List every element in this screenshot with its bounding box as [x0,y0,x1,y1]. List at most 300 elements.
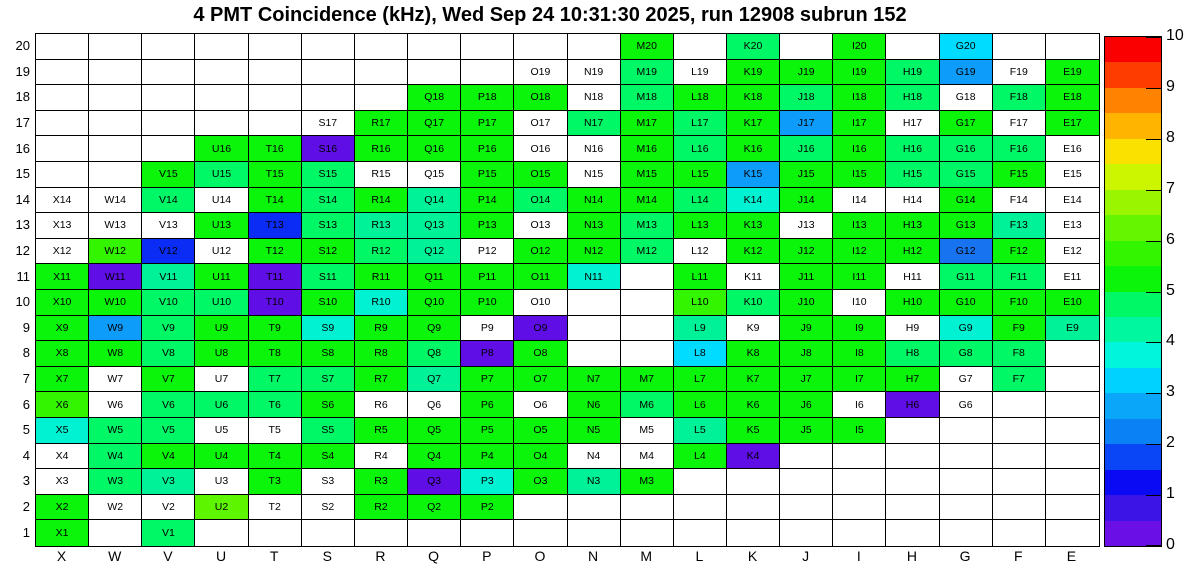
grid-cell: K14 [727,188,780,214]
grid-cell [1046,392,1099,418]
grid-cell: O4 [514,444,567,470]
grid-cell: I20 [833,34,886,60]
grid-cell: H8 [886,341,939,367]
grid-cell [833,469,886,495]
grid-cell [568,495,621,521]
grid-cell: E15 [1046,162,1099,188]
grid-cell: I13 [833,213,886,239]
grid-cell: U13 [195,213,248,239]
grid-cell: U3 [195,469,248,495]
grid-cell: X5 [36,418,89,444]
grid-cell: Q14 [408,188,461,214]
grid-cell: M18 [621,85,674,111]
grid-cell [408,60,461,86]
grid-cell: W8 [89,341,142,367]
colorbar-tick-label: 3 [1166,383,1175,401]
grid-cell [142,85,195,111]
grid-cell: W7 [89,367,142,393]
grid-cell: G10 [940,290,993,316]
grid-cell: T9 [249,316,302,342]
colorbar-segment [1105,470,1161,495]
colorbar-tick [1146,342,1161,343]
grid-cell: I7 [833,367,886,393]
grid-cell: Q10 [408,290,461,316]
grid-cell: Q5 [408,418,461,444]
grid-cell: R14 [355,188,408,214]
grid-cell: G11 [940,264,993,290]
grid-cell: L12 [674,239,727,265]
grid-cell: R7 [355,367,408,393]
grid-cell: S7 [302,367,355,393]
grid-cell [302,520,355,546]
grid-cell: S11 [302,264,355,290]
grid-cell: M20 [621,34,674,60]
grid-cell [993,444,1046,470]
grid-cell [195,520,248,546]
colorbar-tick-label: 4 [1166,332,1175,350]
grid-cell [36,111,89,137]
grid-cell: W3 [89,469,142,495]
grid-cell [940,495,993,521]
grid-cell: R5 [355,418,408,444]
grid-cell [621,264,674,290]
grid-cell: Q9 [408,316,461,342]
grid-cell [993,34,1046,60]
grid-cell: E13 [1046,213,1099,239]
grid-cell: I10 [833,290,886,316]
grid-cell: F13 [993,213,1046,239]
colorbar-segment [1105,215,1161,240]
grid-cell: N4 [568,444,621,470]
grid-cell [514,520,567,546]
grid-cell [249,111,302,137]
grid-cell: X9 [36,316,89,342]
grid-cell [568,316,621,342]
grid-cell: O8 [514,341,567,367]
grid-cell: P12 [461,239,514,265]
grid-cell: P7 [461,367,514,393]
colorbar-segment [1105,164,1161,189]
grid-cell: P9 [461,316,514,342]
grid-cell: O13 [514,213,567,239]
grid-cell [940,444,993,470]
grid-cell: U8 [195,341,248,367]
grid-cell [355,520,408,546]
grid-cell: L17 [674,111,727,137]
grid-cell [833,495,886,521]
colorbar-tick-label: 5 [1166,281,1175,299]
colorbar-tick [1146,545,1161,546]
grid-cell: Q7 [408,367,461,393]
grid-cell: T13 [249,213,302,239]
x-axis-label: W [108,548,122,564]
grid-cell: I5 [833,418,886,444]
grid-cell: O15 [514,162,567,188]
colorbar-tick [1146,241,1161,242]
grid-cell: K19 [727,60,780,86]
grid-cell [302,34,355,60]
grid-cell [1046,418,1099,444]
grid-cell: N3 [568,469,621,495]
grid-cell [514,34,567,60]
grid-cell [780,495,833,521]
grid-cell: X6 [36,392,89,418]
colorbar-tick [1146,190,1161,191]
grid-cell: N6 [568,392,621,418]
grid-cell [674,520,727,546]
grid-cell [568,290,621,316]
y-axis-label: 5 [22,422,30,438]
grid-cell [142,60,195,86]
grid-cell [621,495,674,521]
colorbar-segment [1105,88,1161,113]
x-axis-label: G [959,548,971,564]
grid-cell [36,60,89,86]
grid-cell: N11 [568,264,621,290]
grid-cell: P11 [461,264,514,290]
grid-cell: I9 [833,316,886,342]
grid-cell: F8 [993,341,1046,367]
grid-cell: V12 [142,239,195,265]
grid-cell: Q18 [408,85,461,111]
grid-cell: N7 [568,367,621,393]
colorbar-segment [1105,62,1161,87]
grid-cell: O7 [514,367,567,393]
grid-cell [249,60,302,86]
grid-cell: K8 [727,341,780,367]
grid-cell: P6 [461,392,514,418]
grid-cell: E19 [1046,60,1099,86]
grid-cell: J5 [780,418,833,444]
grid-cell: M12 [621,239,674,265]
grid-cell: V14 [142,188,195,214]
grid-cell [142,136,195,162]
grid-cell: U15 [195,162,248,188]
grid-cell [727,469,780,495]
grid-cell [674,495,727,521]
grid-cell: L9 [674,316,727,342]
grid-cell: U12 [195,239,248,265]
grid-cell [36,136,89,162]
grid-cell: J12 [780,239,833,265]
grid-cell: J14 [780,188,833,214]
grid-cell: P4 [461,444,514,470]
grid-cell [1046,34,1099,60]
grid-cell: G17 [940,111,993,137]
grid-cell: F7 [993,367,1046,393]
grid-cell [1046,495,1099,521]
grid-cell [886,444,939,470]
colorbar-segment [1105,317,1161,342]
grid-cell: K4 [727,444,780,470]
grid-cell: T12 [249,239,302,265]
colorbar-segment [1105,419,1161,444]
grid-cell: F18 [993,85,1046,111]
grid-cell: L16 [674,136,727,162]
grid-cell [993,495,1046,521]
y-axis-label: 14 [15,191,30,207]
grid-cell: K10 [727,290,780,316]
chart-title: 4 PMT Coincidence (kHz), Wed Sep 24 10:31:30 2025, run 12908 subrun 152 [193,4,907,26]
grid-cell: H14 [886,188,939,214]
grid-cell: T16 [249,136,302,162]
grid-cell: P16 [461,136,514,162]
grid-cell: F12 [993,239,1046,265]
grid-cell: K12 [727,239,780,265]
grid-cell: H17 [886,111,939,137]
grid-cell: N17 [568,111,621,137]
grid-cell [195,60,248,86]
grid-cell: E12 [1046,239,1099,265]
grid-cell [780,34,833,60]
grid-cell: Q13 [408,213,461,239]
y-axis-label: 1 [22,524,30,540]
y-axis-label: 20 [15,38,30,54]
grid-cell [833,520,886,546]
grid-cell: L6 [674,392,727,418]
grid-cell: H16 [886,136,939,162]
grid-cell: T8 [249,341,302,367]
grid-cell: S16 [302,136,355,162]
grid-cell: K7 [727,367,780,393]
grid-cell: X2 [36,495,89,521]
grid-cell: E11 [1046,264,1099,290]
grid-cell: J9 [780,316,833,342]
x-axis-label: T [269,548,279,564]
grid-cell: R10 [355,290,408,316]
grid-cell: K5 [727,418,780,444]
grid-cell: O6 [514,392,567,418]
y-axis-label: 19 [15,63,30,79]
y-axis-label: 15 [15,166,30,182]
grid-cell [1046,469,1099,495]
grid-cell [89,520,142,546]
grid-cell [36,85,89,111]
y-axis-label: 4 [22,447,30,463]
colorbar-segment [1105,139,1161,164]
grid-cell: H7 [886,367,939,393]
grid-cell: J15 [780,162,833,188]
grid-cell [621,316,674,342]
grid-cell: U9 [195,316,248,342]
y-axis-label: 2 [22,499,30,515]
grid-cell: Q2 [408,495,461,521]
grid-cell [195,111,248,137]
grid-cell: X10 [36,290,89,316]
grid-cell: T11 [249,264,302,290]
grid-cell: S6 [302,392,355,418]
grid-cell: P2 [461,495,514,521]
colorbar-segment [1105,393,1161,418]
grid-cell [89,60,142,86]
grid-cell [568,341,621,367]
grid-cell [674,34,727,60]
grid-cell [886,520,939,546]
grid-cell [89,34,142,60]
grid-cell: T2 [249,495,302,521]
grid-cell: T7 [249,367,302,393]
grid-cell: T15 [249,162,302,188]
grid-cell: M4 [621,444,674,470]
grid-cell: W5 [89,418,142,444]
grid-cell: H6 [886,392,939,418]
grid-cell: G16 [940,136,993,162]
grid-cell: W2 [89,495,142,521]
grid-cell: N12 [568,239,621,265]
grid-cell [249,34,302,60]
grid-cell: F15 [993,162,1046,188]
grid-cell: L10 [674,290,727,316]
grid-cell: L13 [674,213,727,239]
grid-cell: P14 [461,188,514,214]
grid-cell [1046,341,1099,367]
grid-cell: M19 [621,60,674,86]
grid-cell: J18 [780,85,833,111]
grid-cell: P8 [461,341,514,367]
x-axis [35,548,1098,568]
grid-cell: H11 [886,264,939,290]
grid-cell: U16 [195,136,248,162]
y-axis-label: 12 [15,243,30,259]
grid-cell: I15 [833,162,886,188]
colorbar-segment [1105,495,1161,520]
y-axis-label: 10 [15,294,30,310]
grid-cell: E10 [1046,290,1099,316]
y-axis-label: 6 [22,396,30,412]
grid-cell: I18 [833,85,886,111]
grid-cell [780,520,833,546]
grid-cell [568,520,621,546]
grid-cell: S17 [302,111,355,137]
grid-cell: V4 [142,444,195,470]
grid-cell: K9 [727,316,780,342]
grid-cell: J8 [780,341,833,367]
x-axis-label: K [747,548,758,564]
grid-cell [833,444,886,470]
grid-cell: F17 [993,111,1046,137]
grid-cell: G6 [940,392,993,418]
grid-cell: H18 [886,85,939,111]
colorbar-tick [1146,292,1161,293]
grid-cell: L14 [674,188,727,214]
colorbar-tick-label: 7 [1166,179,1175,197]
grid-cell: L18 [674,85,727,111]
grid-cell: S8 [302,341,355,367]
colorbar-tick [1146,444,1161,445]
y-axis-label: 13 [15,217,30,233]
x-axis-label: I [856,548,861,564]
grid-cell [249,85,302,111]
grid-cell: O10 [514,290,567,316]
x-axis-label: P [482,548,492,564]
y-axis-label: 16 [15,140,30,156]
grid-cell [461,520,514,546]
grid-cell: P10 [461,290,514,316]
grid-cell: E17 [1046,111,1099,137]
grid-cell: R8 [355,341,408,367]
grid-cell: K20 [727,34,780,60]
grid-cell: U6 [195,392,248,418]
grid-cell: X1 [36,520,89,546]
grid-cell: Q16 [408,136,461,162]
grid-cell [886,495,939,521]
grid-cell: I12 [833,239,886,265]
grid-cell: K13 [727,213,780,239]
grid-cell: E14 [1046,188,1099,214]
color-scale [1104,36,1162,547]
grid-cell: E9 [1046,316,1099,342]
grid-cell: V9 [142,316,195,342]
grid-cell [142,111,195,137]
grid-cell [674,469,727,495]
grid-cell: S13 [302,213,355,239]
grid-cell: M5 [621,418,674,444]
y-axis [6,33,32,545]
grid-cell [993,469,1046,495]
grid-cell: V11 [142,264,195,290]
y-axis-label: 8 [22,345,30,361]
grid-cell: U7 [195,367,248,393]
grid-cell: R13 [355,213,408,239]
grid-cell: J6 [780,392,833,418]
colorbar-segment [1105,342,1161,367]
grid-cell: I19 [833,60,886,86]
grid-cell: H15 [886,162,939,188]
grid-cell [940,520,993,546]
grid-cell [142,34,195,60]
grid-cell: R12 [355,239,408,265]
grid-cell: T3 [249,469,302,495]
grid-cell [621,520,674,546]
grid-cell: S14 [302,188,355,214]
grid-cell: R17 [355,111,408,137]
grid-cell: F19 [993,60,1046,86]
grid-cell [940,469,993,495]
colorbar-tick [1146,139,1161,140]
grid-cell: R3 [355,469,408,495]
grid-cell: O11 [514,264,567,290]
grid-cell: H19 [886,60,939,86]
grid-cell: U14 [195,188,248,214]
grid-cell: W11 [89,264,142,290]
grid-cell: F14 [993,188,1046,214]
grid-cell: I8 [833,341,886,367]
grid-cell: T10 [249,290,302,316]
y-axis-label: 18 [15,89,30,105]
grid-cell: I16 [833,136,886,162]
grid-cell: L11 [674,264,727,290]
grid-cell: G13 [940,213,993,239]
grid-cell [1046,367,1099,393]
grid-cell [886,418,939,444]
grid-cell: H10 [886,290,939,316]
grid-cell [89,136,142,162]
grid-cell: K6 [727,392,780,418]
grid-cell: N18 [568,85,621,111]
grid-cell [886,34,939,60]
grid-cell: M16 [621,136,674,162]
grid-cell [621,341,674,367]
grid-cell: J10 [780,290,833,316]
grid-cell: J16 [780,136,833,162]
grid-cell: T5 [249,418,302,444]
grid-cell: S15 [302,162,355,188]
grid-cell: J19 [780,60,833,86]
colorbar-tick [1146,37,1161,38]
colorbar-tick [1146,88,1161,89]
grid-cell: P3 [461,469,514,495]
grid-cell: U5 [195,418,248,444]
